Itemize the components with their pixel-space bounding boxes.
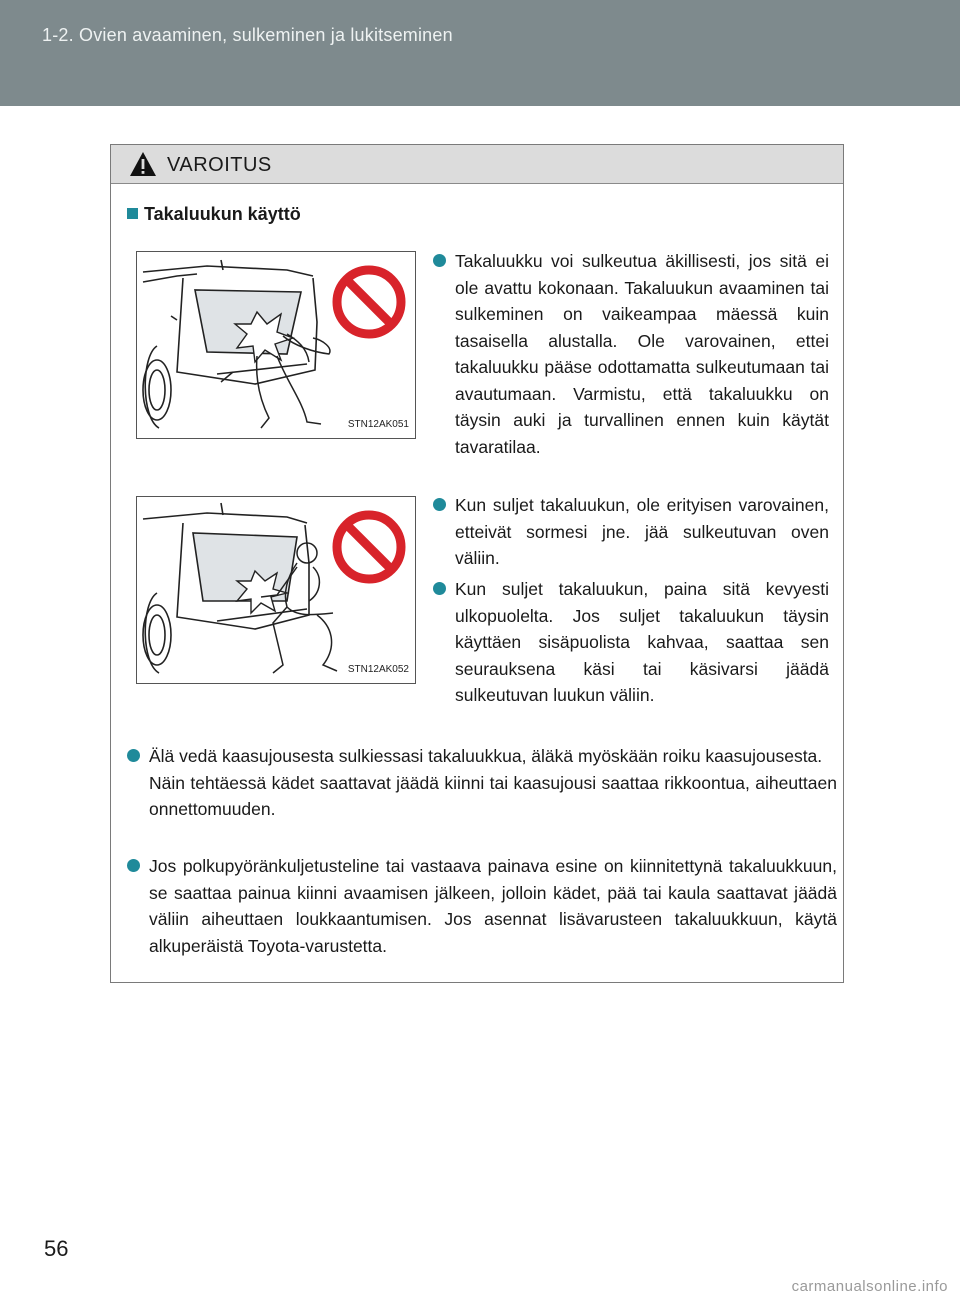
chapter-title: 1-2. Ovien avaaminen, sulkeminen ja lukitseminen	[42, 25, 453, 45]
bullet-dot-icon	[433, 498, 446, 511]
figure-label: STN12AK052	[347, 664, 409, 675]
list-item: Kun suljet takaluukun, ole erityisen varovainen, etteivät sormesi jne. jää sulkeutuvan oven väliin.	[433, 492, 829, 572]
list-item: Takaluukku voi sulkeutua äkillisesti, jos sitä ei ole avattu kokonaan. Takaluukun avaaminen tai sulkeminen on vaikeampaa mäessä kuin tasaisella alustalla. Ole varovainen, ettei takaluukku pääse odottamatta sulkeutumaan tai avautumaan. Varmistu, että takaluukku on täysin auki ja turvallinen ennen kuin käytät tavaratilaa.	[433, 248, 829, 460]
illustration-tailgate-closing-1	[136, 251, 416, 439]
list-item: Kun suljet takaluukun, paina sitä kevyesti ulkopuolelta. Jos suljet takaluukun täysin käyttäen sisäpuolista kahvaa, saattaa sen seurauksena käsi tai käsivarsi jäädä sulkeutuvan luukun väliin.	[433, 576, 829, 709]
section-heading: Takaluukun käyttö	[127, 204, 301, 225]
bullet-dot-icon	[433, 582, 446, 595]
figure-label: STN12AK051	[347, 419, 409, 430]
car-rear-illustration	[137, 497, 415, 683]
car-rear-illustration	[137, 252, 415, 438]
page-header	[0, 0, 960, 106]
bullet-dot-icon	[127, 859, 140, 872]
warning-triangle-icon	[129, 151, 157, 177]
illustration-tailgate-closing-2	[136, 496, 416, 684]
list-item: Jos polkupyöränkuljetusteline tai vastaava painava esine on kiinnitettynä takaluukkuun, se saattaa painua kiinni avaamisen jälkeen, jolloin kädet, pää tai kaula saattavat jäädä väliin aiheuttaen loukkaantumisen. Jos asennat lisävarusteen takaluukkuun, käytä alkuperäistä Toyota-varustetta.	[127, 853, 837, 959]
bullet-dot-icon	[433, 254, 446, 267]
warning-title-bar	[111, 145, 843, 184]
square-bullet-icon	[127, 208, 138, 219]
page-number: 56	[44, 1236, 69, 1261]
watermark: carmanualsonline.info	[791, 1278, 948, 1295]
warning-box	[110, 144, 844, 983]
list-item: Älä vedä kaasujousesta sulkiessasi takaluukkua, äläkä myöskään roiku kaasujousesta. Näin tehtäessä kädet saattavat jäädä kiinni tai kaasujousi saattaa rikkoontua, aiheuttaen onnettomuuden.	[127, 743, 837, 823]
warning-title: VAROITUS	[167, 154, 272, 176]
bullet-dot-icon	[127, 749, 140, 762]
